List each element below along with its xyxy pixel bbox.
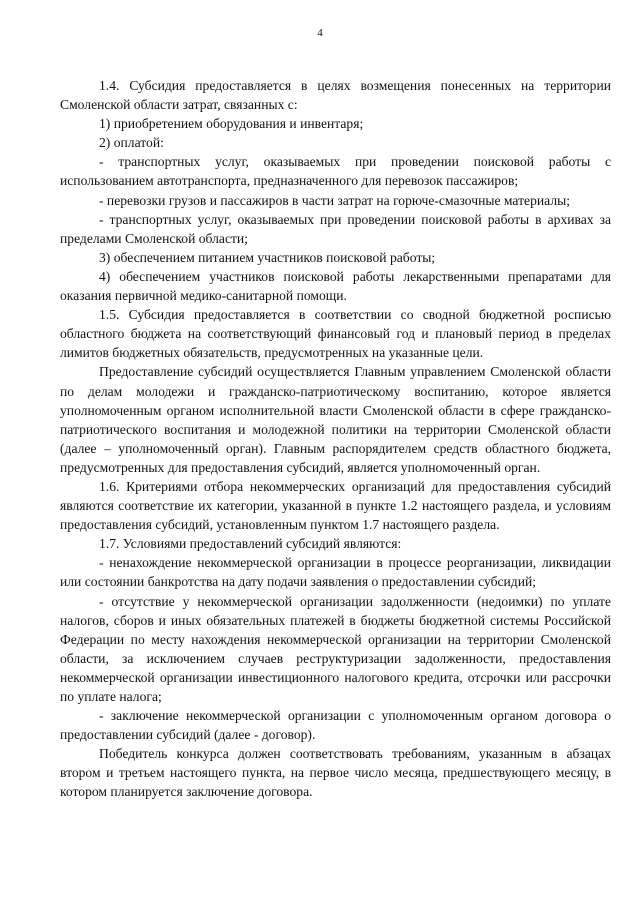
page-number: 4: [317, 27, 323, 39]
document-body: [60, 76, 611, 802]
paragraph-1-5: 1.5. Субсидия предоставляется в соответствии со сводной бюджетной росписью областного бюджета на соответствующий финансовый год и плановый период в пределах лимитов бюджетных обязательств, предусмотренных на указанные цели.: [60, 307, 611, 361]
list-item-transport-services: - транспортных услуг, оказываемых при проведении поисковой работы с использованием автотранспорта, предназначенного для перевозок пассажиров;: [60, 154, 611, 189]
list-item-equipment: 1) приобретением оборудования и инвентаря;: [99, 116, 364, 132]
condition-contract: - заключение некоммерческой организации с уполномоченным органом договора о предоставлении субсидий (далее - договор).: [60, 708, 611, 743]
list-item-food: 3) обеспечением питанием участников поисковой работы;: [99, 249, 436, 265]
list-item-payment: 2) оплатой:: [99, 135, 164, 151]
condition-no-reorganization: - ненахождение некоммерческой организации в процессе реорганизации, ликвидации или состоянии банкротства на дату подачи заявления о предоставлении субсидий;: [60, 555, 611, 590]
list-item-archive-transport: - транспортных услуг, оказываемых при проведении поисковой работы в архивах за пределами Смоленской области;: [60, 211, 611, 246]
list-item-medicine: 4) обеспечением участников поисковой работы лекарственными препаратами для оказания первичной медико-санитарной помощи.: [60, 268, 611, 304]
paragraph-1-4-intro: 1.4. Субсидия предоставляется в целях возмещения понесенных на территории Смоленской области затрат, связанных с:: [60, 78, 611, 113]
condition-no-debt: - отсутствие у некоммерческой организации задолженности (недоимки) по уплате налогов, сборов и иных обязательных платежей в бюджеты бюджетной системы Российской Федерации по месту нахождения некоммерческой организации на территории Смоленской области, за исключением случаев реструктуризации задолженности, предоставления некоммерческой организации инвестиционного налогового кредита, отсрочки или рассрочки по уплате налога;: [60, 593, 611, 704]
list-item-cargo-transport: - перевозки грузов и пассажиров в части затрат на горюче-смазочные материалы;: [99, 192, 571, 208]
paragraph-authorized-body: Предоставление субсидий осуществляется Главным управлением Смоленской области по делам молодежи и гражданско-патриотическому воспитанию, которое является уполномоченным органом исполнительной власти Смоленской области в сфере гражданско-патриотического воспитания и молодежной политики на территории Смоленской области (далее – уполномоченный орган). Главным распорядителем средств областного бюджета, предусмотренных для предоставления субсидий, является уполномоченный орган.: [60, 364, 611, 475]
paragraph-contest-winner: Победитель конкурса должен соответствовать требованиям, указанным в абзацах втором и третьем настоящего пункта, на первое число месяца, предшествующего месяцу, в котором планируется заключение договора.: [60, 746, 611, 800]
paragraph-1-6: 1.6. Критериями отбора некоммерческих организаций для предоставления субсидий являются соответствие их категории, указанной в пункте 1.2 настоящего раздела, и условиям предоставления субсидий, установленным пунктом 1.7 настоящего раздела.: [60, 478, 611, 533]
paragraph-1-7: 1.7. Условиями предоставлений субсидий являются:: [99, 536, 402, 552]
